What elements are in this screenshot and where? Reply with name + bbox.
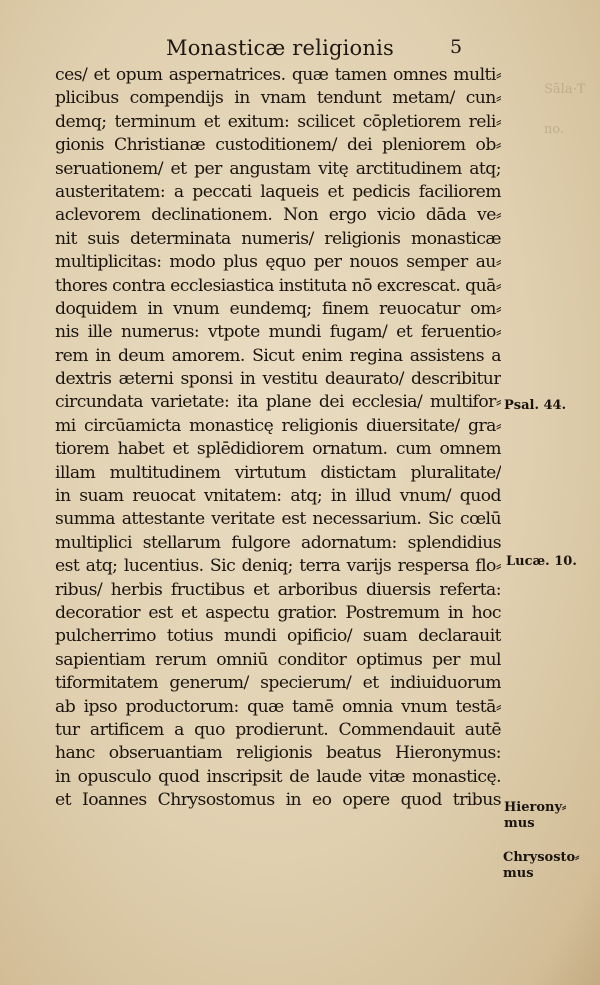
text-line: doquidem in vnum eundemq; finem reuocatur om⸗ — [55, 298, 501, 319]
text-line: tiorem habet et splēdidiorem ornatum. cum omnem — [55, 439, 501, 460]
text-line: aclevorem declinationem. Non ergo vicio dāda ve⸗ — [55, 205, 501, 226]
text-line: dextris æterni sponsi in vestitu deaurato/ describitur — [55, 369, 501, 390]
text-line: demq; terminum et exitum: scilicet cōpletiorem reli⸗ — [55, 111, 501, 132]
marginal-note-chrysostomus: Chrysosto⸗ — [503, 850, 580, 865]
text-line: circundata varietate: ita plane dei ecclesia/ multifor⸗ — [55, 392, 501, 413]
text-line: thores contra ecclesiastica instituta nō excrescat. quā⸗ — [55, 275, 501, 296]
text-line: gionis Christianæ custoditionem/ dei pleniorem ob⸗ — [55, 135, 501, 156]
text-line: mi circūamicta monasticę religionis diuersitate/ gra⸗ — [55, 415, 501, 436]
text-line: seruationem/ et per angustam vitę arctitudinem atq; — [55, 158, 501, 179]
bleed-through-text: Sāla·T no. — [544, 82, 586, 137]
text-line: decoratior est et aspectu gratior. Postremum in hoc — [55, 602, 501, 623]
text-block — [55, 64, 501, 813]
text-line: summa attestante veritate est necessarium. Sic cœlū — [55, 509, 501, 530]
text-line: nis ille numerus: vtpote mundi fugam/ et feruentio⸗ — [55, 322, 501, 343]
text-line: est atq; lucentius. Sic deniq; terra varijs respersa flo⸗ — [55, 556, 501, 577]
text-line: illam multitudinem virtutum distictam pluralitate/ — [55, 462, 501, 483]
text-line: plicibus compendijs in vnam tendunt metam/ cun⸗ — [55, 88, 501, 109]
marginal-note-hieronymus-cont: mus — [504, 816, 535, 831]
text-line: ces/ et opum aspernatrices. quæ tamen omnes multi⸗ — [55, 65, 501, 85]
text-line: tiformitatem generum/ specierum/ et indiuiduorum — [55, 673, 501, 694]
text-line: austeritatem: a peccati laqueis et pedicis faciliorem — [55, 181, 501, 202]
text-line: in suam reuocat vnitatem: atq; in illud vnum/ quod — [55, 486, 501, 507]
text-line: nit suis determinata numeris/ religionis monasticæ — [55, 228, 501, 249]
text-line: in opusculo quod inscripsit de laude vitæ monasticę. — [55, 766, 501, 787]
text-line: et Ioannes Chrysostomus in eo opere quod tribus — [55, 790, 501, 811]
page-number: 5 — [450, 36, 463, 58]
text-line: ab ipso productorum: quæ tamē omnia vnum testā⸗ — [55, 696, 501, 717]
marginal-note-hieronymus: Hierony⸗ — [504, 800, 567, 815]
text-line: tur artificem a quo prodierunt. Commendauit autē — [55, 719, 501, 740]
text-line: rem in deum amorem. Sicut enim regina assistens a — [55, 345, 501, 366]
text-line: hanc obseruantiam religionis beatus Hieronymus: — [55, 743, 501, 764]
marginal-note-luke: Lucæ. 10. — [506, 554, 577, 569]
marginal-note-psalm: Psal. 44. — [504, 398, 567, 413]
page-header — [0, 36, 600, 66]
marginal-note-chrysostomus-cont: mus — [503, 866, 534, 881]
text-line: multiplicitas: modo plus ęquo per nouos semper au⸗ — [55, 252, 501, 273]
text-line: pulcherrimo totius mundi opificio/ suam declarauit — [55, 626, 501, 647]
text-line: multiplici stellarum fulgore adornatum: splendidius — [55, 532, 501, 553]
running-head: Monasticæ religionis — [166, 36, 395, 60]
text-line: ribus/ herbis fructibus et arboribus diuersis referta: — [55, 579, 501, 600]
text-line: sapientiam rerum omniū conditor optimus per mul — [55, 649, 501, 670]
